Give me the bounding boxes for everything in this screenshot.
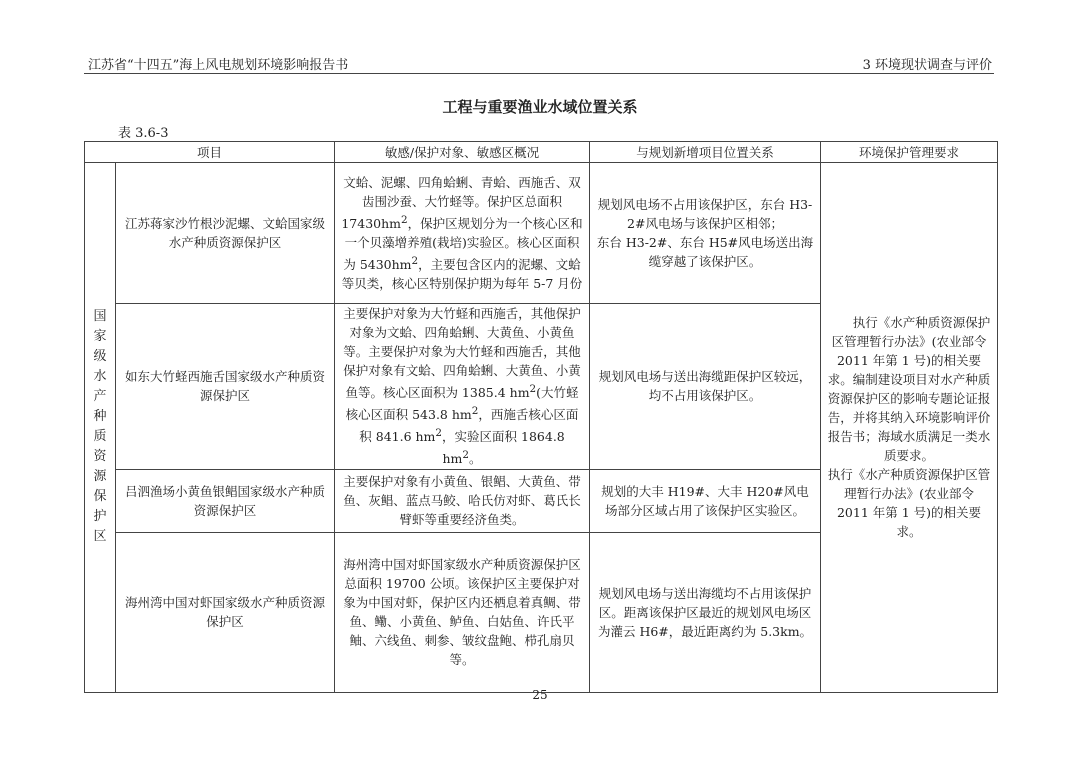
position-relation: 规划风电场不占用该保护区，东台 H3-2#风电场与该保护区相邻； 东台 H3-2#、东台 H5#风电场送出海缆穿越了该保护区。 (590, 163, 821, 304)
category-label: 国家级水产种质资源保护区 (93, 309, 107, 545)
reserve-name: 江苏蒋家沙竹根沙泥螺、文蛤国家级水产种质资源保护区 (116, 163, 335, 304)
position-relation: 规划的大丰 H19#、大丰 H20#风电场部分区域占用了该保护区实验区。 (590, 469, 821, 532)
reserve-overview: 主要保护对象为大竹蛏和西施舌，其他保护对象为文蛤、四角蛤蜊、大黄鱼、小黄鱼等。主要保护对象为大竹蛏和西施舌，其他保护对象有文蛤、四角蛤蜊、大黄鱼、小黄鱼等。核心区面积为 1385.4 $hm^2$(大竹蛏核心区面积 543.8 $hm^2$，西施舌核心区面积 841.6 $hm^2$，实验区面积 1864.8 $hm^2$。 (335, 304, 590, 470)
reserve-overview: 海州湾中国对虾国家级水产种质资源保护区总面积 19700 公顷。该保护区主要保护对象为中国对虾，保护区内还栖息着真鲷、带鱼、鳓、小黄鱼、鲈鱼、白姑鱼、许氏平鲉、六线鱼、刺参、皱纹盘鲍、栉孔扇贝等。 (335, 532, 590, 692)
column-header-overview: 敏感/保护对象、敏感区概况 (335, 142, 590, 163)
reserve-name: 海州湾中国对虾国家级水产种质资源保护区 (116, 532, 335, 692)
requirement-cell (821, 163, 998, 693)
column-header-requirement: 环境保护管理要求 (821, 142, 998, 163)
table-row (85, 163, 998, 304)
requirement-text-2: 执行《水产种质资源保护区管理暂行办法》(农业部令 2011 年第 1 号)的相关要求。 (827, 467, 991, 540)
position-relation: 规划风电场与送出海缆均不占用该保护区。距离该保护区最近的规划风电场区为灌云 H6#，最近距离约为 5.3km。 (590, 532, 821, 692)
requirement-text: 执行《水产种质资源保护区管理暂行办法》(农业部令 2011 年第 1 号)的相关要求。编制建设项目对水产种质资源保护区的影响专题论证报告，并将其纳入环境影响评价报告书；海域水质满足一类水质要求。 (827, 315, 991, 464)
page-number: 25 (532, 688, 548, 702)
column-header-relation: 与规划新增项目位置关系 (590, 142, 821, 163)
page-header (84, 50, 994, 72)
reserve-overview: 主要保护对象有小黄鱼、银鲳、大黄鱼、带鱼、灰鲳、蓝点马鲛、哈氏仿对虾、葛氏长臂虾等重要经济鱼类。 (335, 469, 590, 532)
position-relation: 规划风电场与送出海缆距保护区较远，均不占用该保护区。 (590, 304, 821, 470)
reserve-name: 如东大竹蛏西施舌国家级水产种质资源保护区 (116, 304, 335, 470)
report-title: 江苏省“十四五”海上风电规划环境影响报告书 (88, 58, 349, 73)
reserve-name: 吕泗渔场小黄鱼银鲳国家级水产种质资源保护区 (116, 469, 335, 532)
table-title: 工程与重要渔业水域位置关系 (442, 98, 638, 116)
reserve-overview: 文蛤、泥螺、四角蛤蜊、青蛤、西施舌、双齿围沙蚕、大竹蛏等。保护区总面积 $17430hm^2$，保护区规划分为一个核心区和一个贝藻增养殖(栽培)实验区。核心区面积为 $5430hm^2$，主要包含区内的泥螺、文蛤等贝类，核心区特别保护期为每年 5-7 月份 (335, 163, 590, 304)
chapter-title: 3 环境现状调查与评价 (862, 58, 992, 73)
header-divider (84, 73, 994, 74)
table-header-row (85, 142, 998, 163)
category-cell (85, 163, 116, 693)
table-number: 表 3.6-3 (118, 126, 169, 141)
column-header-project: 项目 (85, 142, 335, 163)
fishery-protection-table (84, 141, 998, 693)
